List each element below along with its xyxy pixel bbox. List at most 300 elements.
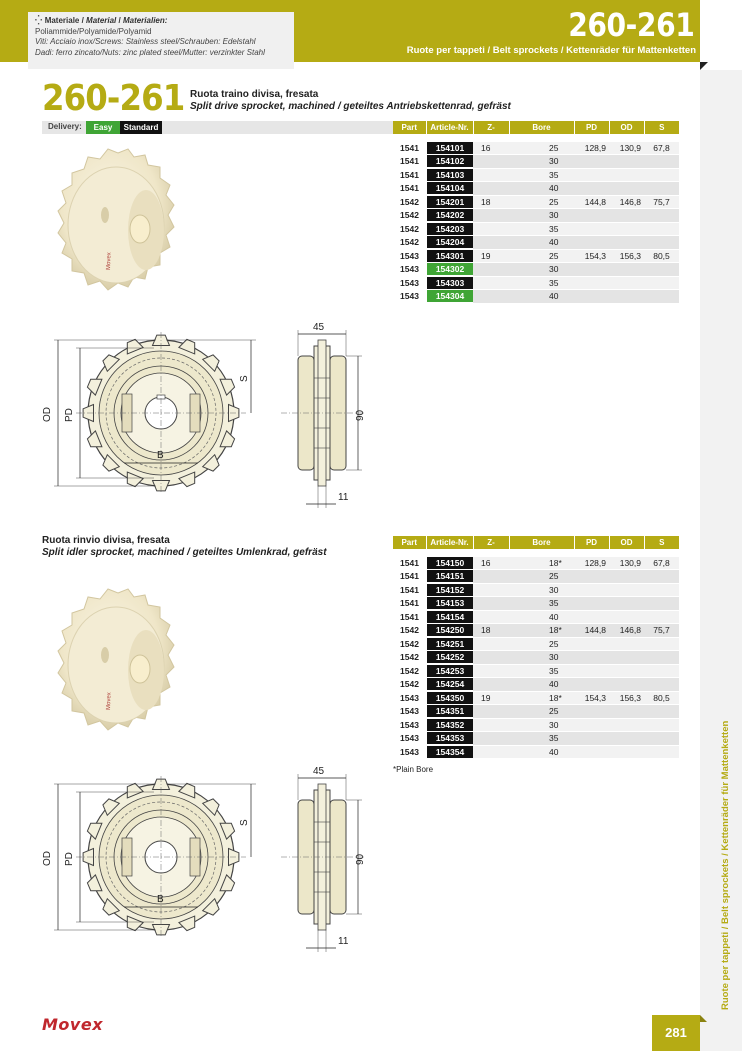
cell-z: 19 [473,691,509,705]
materials-line: Viti: Acciaio inox/Screws: Stainless steel/Schrauben: Edelstahl [35,37,256,46]
cell-part: 1541 [393,182,426,196]
table-spacer [393,134,679,141]
side-view [281,322,366,508]
cell-od: 156,3 [609,691,644,705]
cell-bore: 35 [509,597,574,611]
cell-z [473,155,509,169]
cell-od [609,583,644,597]
cell-s [644,168,679,182]
table-row [393,168,679,182]
cell-pd [574,290,609,304]
cell-part: 1542 [393,664,426,678]
materials-line: Dadi: ferro zincato/Nuts: zinc plated steel/Mutter: verzinkter Stahl [35,47,265,57]
cell-s [644,664,679,678]
easy-badge: Easy [86,121,120,134]
cell-od: 146,8 [609,195,644,209]
cell-pd [574,209,609,223]
cell-od [609,718,644,732]
cell-bore: 35 [509,276,574,290]
tooth-label: 11 [338,492,349,503]
table-row [393,732,679,746]
cell-article [426,583,473,597]
article-badge: 154252 [427,651,473,663]
drive-sprocket-table [393,121,679,304]
cell-z [473,610,509,624]
col-pd: PD [574,121,609,134]
cell-article [426,556,473,570]
article-badge: 154103 [427,169,473,181]
cell-s [644,276,679,290]
cell-bore: 25 [509,570,574,584]
article-badge: 154350 [427,692,473,704]
section1-title: Ruota traino divisa, fresata [190,89,319,100]
b-label: B [157,894,164,905]
cell-article [426,678,473,692]
cell-pd: 144,8 [574,624,609,638]
table-row [393,141,679,155]
table-header-row [393,121,679,134]
table-row [393,556,679,570]
od-label: OD [42,407,53,422]
s-label: S [239,375,250,382]
cell-article [426,209,473,223]
table-row [393,597,679,611]
article-badge: 154202 [427,209,473,221]
cell-pd [574,236,609,250]
side-view [281,766,366,952]
cell-part: 1541 [393,610,426,624]
article-badge: 154101 [427,142,473,154]
b-label: B [157,450,164,461]
cell-s [644,718,679,732]
cell-bore: 30 [509,583,574,597]
cell-part: 1542 [393,678,426,692]
table-row [393,637,679,651]
cell-z [473,168,509,182]
cell-article [426,732,473,746]
table-row [393,182,679,196]
cell-pd: 128,9 [574,556,609,570]
cell-article [426,664,473,678]
page-number: 281 [652,1015,700,1051]
table-header-row [393,536,679,549]
cell-s [644,236,679,250]
article-badge: 154302 [427,263,473,275]
table-row [393,610,679,624]
idler-sprocket-table [393,536,679,759]
cell-bore: 40 [509,610,574,624]
cell-article [426,637,473,651]
cell-pd [574,597,609,611]
cell-s: 67,8 [644,141,679,155]
cell-od [609,597,644,611]
cell-bore: 40 [509,182,574,196]
cell-od [609,664,644,678]
article-badge: 154250 [427,624,473,636]
cell-od [609,236,644,250]
cell-article [426,195,473,209]
materials-line: Poliammide/Polyamide/Polyamid [35,26,152,36]
od-label: OD [42,851,53,866]
sprocket-brand-mark: Movex [106,692,113,711]
cell-part: 1541 [393,570,426,584]
cell-z [473,664,509,678]
cell-bore: 25 [509,141,574,155]
cell-od [609,290,644,304]
cell-od [609,209,644,223]
cell-z [473,182,509,196]
cell-bore: 35 [509,732,574,746]
hub-label: 90 [355,853,366,865]
col-bore: Bore [509,536,574,549]
cell-z [473,263,509,277]
cell-bore: 40 [509,236,574,250]
cell-z [473,597,509,611]
cell-part: 1542 [393,195,426,209]
article-badge: 154251 [427,638,473,650]
cell-bore: 40 [509,745,574,759]
cell-od [609,155,644,169]
cell-z [473,732,509,746]
cell-part: 1543 [393,276,426,290]
article-badge: 154201 [427,196,473,208]
cell-pd [574,651,609,665]
cell-part: 1543 [393,691,426,705]
cell-article [426,141,473,155]
cell-pd [574,263,609,277]
dots-icon: ⁛ [35,15,45,25]
front-view [42,332,256,494]
table-row [393,705,679,719]
article-badge: 154153 [427,597,473,609]
cell-part: 1542 [393,222,426,236]
cell-s [644,182,679,196]
cell-bore: 18* [509,691,574,705]
cell-part: 1543 [393,732,426,746]
cell-bore: 18* [509,556,574,570]
s-label: S [239,819,250,826]
cell-z: 16 [473,556,509,570]
section2-subtitle: Split idler sprocket, machined / geteiltes Umlenkrad, gefräst [42,547,327,558]
cell-part: 1543 [393,249,426,263]
table-row [393,195,679,209]
cell-s [644,637,679,651]
cell-part: 1543 [393,718,426,732]
article-badge: 154352 [427,719,473,731]
article-badge: 154304 [427,290,473,302]
table-row [393,209,679,223]
standard-badge: Standard [120,121,162,134]
article-badge: 154152 [427,584,473,596]
cell-s [644,597,679,611]
col-part: Part [393,121,426,134]
cell-bore: 25 [509,249,574,263]
pd-label: PD [64,852,75,866]
article-badge: 154303 [427,277,473,289]
cell-z [473,678,509,692]
cell-pd [574,705,609,719]
plain-bore-footnote: *Plain Bore [393,765,434,774]
cell-od [609,705,644,719]
cell-article [426,263,473,277]
table-row [393,583,679,597]
table-row [393,651,679,665]
cell-part: 1543 [393,290,426,304]
drive-sprocket-drawing [36,318,366,513]
table-spacer [393,549,679,556]
cell-s [644,155,679,169]
cell-s [644,222,679,236]
cell-s: 75,7 [644,195,679,209]
cell-part: 1541 [393,168,426,182]
cell-z [473,705,509,719]
cell-s: 75,7 [644,624,679,638]
cell-od [609,732,644,746]
tooth-label: 11 [338,936,349,947]
col-s: S [644,536,679,549]
cell-z [473,209,509,223]
cell-article [426,290,473,304]
sprocket-brand-mark: Movex [106,252,113,271]
header-code: 260-261 [567,6,694,44]
cell-pd: 144,8 [574,195,609,209]
table-row [393,155,679,169]
cell-od [609,276,644,290]
cell-bore: 40 [509,678,574,692]
article-badge: 154301 [427,250,473,262]
cell-od [609,222,644,236]
movex-logo: Movex [42,1015,104,1034]
cell-pd [574,664,609,678]
col-od: OD [609,121,644,134]
cell-pd [574,678,609,692]
col-part: Part [393,536,426,549]
cell-z [473,583,509,597]
section2-title: Ruota rinvio divisa, fresata [42,535,170,546]
bolt-hole [101,207,109,223]
cell-bore: 30 [509,155,574,169]
cell-bore: 25 [509,705,574,719]
cell-od: 156,3 [609,249,644,263]
cell-part: 1541 [393,583,426,597]
article-badge: 154353 [427,732,473,744]
width-label: 45 [313,322,325,333]
cell-s [644,651,679,665]
cell-article [426,610,473,624]
cell-s [644,678,679,692]
cell-article [426,570,473,584]
cell-pd: 154,3 [574,691,609,705]
idler-sprocket-photo [48,585,188,750]
side-text: Ruote per tappeti / Belt sprockets / Kettenräder für Mattenketten [720,720,731,1010]
cell-z [473,290,509,304]
cell-bore: 35 [509,168,574,182]
cell-s [644,263,679,277]
cell-part: 1541 [393,141,426,155]
drive-sprocket-photo [48,145,188,310]
col-pd: PD [574,536,609,549]
table-row [393,276,679,290]
cell-s [644,290,679,304]
cell-part: 1542 [393,236,426,250]
materials-box [28,12,294,69]
bore-hole [130,215,150,243]
cell-od: 130,9 [609,141,644,155]
table-row [393,718,679,732]
cell-article [426,182,473,196]
cell-z [473,745,509,759]
col-s: S [644,121,679,134]
col-article: Article-Nr. [426,536,473,549]
hub-label: 90 [355,409,366,421]
cell-s: 67,8 [644,556,679,570]
pd-label: PD [64,408,75,422]
cell-s [644,732,679,746]
cell-part: 1542 [393,624,426,638]
article-badge: 154104 [427,182,473,194]
cell-pd [574,182,609,196]
col-od: OD [609,536,644,549]
cell-z [473,637,509,651]
corner-triangle [700,62,708,70]
cell-od [609,182,644,196]
cell-pd [574,276,609,290]
cell-s: 80,5 [644,691,679,705]
bore-hole [130,655,150,683]
cell-z [473,651,509,665]
cell-bore: 35 [509,664,574,678]
cell-od: 130,9 [609,556,644,570]
table-row [393,263,679,277]
page-corner-triangle [700,1015,707,1022]
cell-article [426,691,473,705]
cell-bore: 40 [509,290,574,304]
cell-pd [574,718,609,732]
cell-z [473,276,509,290]
cell-article [426,168,473,182]
cell-od [609,651,644,665]
article-badge: 154151 [427,570,473,582]
table-row [393,745,679,759]
cell-part: 1542 [393,651,426,665]
article-badge: 154203 [427,223,473,235]
table-row [393,664,679,678]
col-z: Z- [473,536,509,549]
cell-part: 1542 [393,637,426,651]
article-badge: 154354 [427,746,473,758]
cell-z [473,718,509,732]
table-row [393,290,679,304]
section-code: 260-261 [42,78,185,119]
cell-z [473,236,509,250]
cell-article [426,249,473,263]
cell-od [609,637,644,651]
cell-bore: 30 [509,209,574,223]
article-badge: 154351 [427,705,473,717]
cell-od [609,263,644,277]
cell-pd [574,610,609,624]
cell-pd [574,732,609,746]
cell-bore: 30 [509,718,574,732]
cell-od [609,570,644,584]
cell-od [609,610,644,624]
cell-bore: 30 [509,263,574,277]
cell-part: 1543 [393,705,426,719]
cell-z: 18 [473,195,509,209]
cell-bore: 18* [509,624,574,638]
cell-pd: 128,9 [574,141,609,155]
cell-od: 146,8 [609,624,644,638]
cell-article [426,155,473,169]
cell-part: 1542 [393,209,426,223]
cell-part: 1543 [393,263,426,277]
article-badge: 154102 [427,155,473,167]
col-bore: Bore [509,121,574,134]
cell-part: 1541 [393,155,426,169]
cell-bore: 30 [509,651,574,665]
cell-part: 1541 [393,556,426,570]
delivery-label: Delivery: [48,122,82,131]
article-badge: 154204 [427,236,473,248]
cell-article [426,222,473,236]
cell-od [609,678,644,692]
table-row [393,249,679,263]
article-badge: 154154 [427,611,473,623]
col-article: Article-Nr. [426,121,473,134]
table-row [393,624,679,638]
table-row [393,678,679,692]
table-row [393,570,679,584]
cell-article [426,745,473,759]
cell-article [426,705,473,719]
cell-article [426,236,473,250]
front-view [42,776,256,938]
cell-s [644,745,679,759]
table-row [393,236,679,250]
cell-article [426,597,473,611]
cell-s [644,705,679,719]
cell-s [644,583,679,597]
cell-pd [574,745,609,759]
cell-pd [574,155,609,169]
cell-pd [574,168,609,182]
cell-article [426,624,473,638]
col-z: Z- [473,121,509,134]
cell-s [644,610,679,624]
materials-title: ⁛ Materiale / Material / Materialien: [35,15,168,25]
cell-od [609,745,644,759]
table-row [393,222,679,236]
cell-part: 1541 [393,597,426,611]
section1-subtitle: Split drive sprocket, machined / geteiltes Antriebskettenrad, gefräst [190,101,511,112]
cell-pd [574,570,609,584]
cell-pd [574,222,609,236]
idler-sprocket-drawing [36,762,366,957]
width-label: 45 [313,766,325,777]
article-badge: 154150 [427,557,473,569]
cell-pd [574,637,609,651]
cell-z: 18 [473,624,509,638]
cell-od [609,168,644,182]
cell-z: 19 [473,249,509,263]
cell-bore: 35 [509,222,574,236]
table-row [393,691,679,705]
cell-article [426,276,473,290]
cell-s: 80,5 [644,249,679,263]
cell-z: 16 [473,141,509,155]
cell-part: 1543 [393,745,426,759]
cell-article [426,718,473,732]
